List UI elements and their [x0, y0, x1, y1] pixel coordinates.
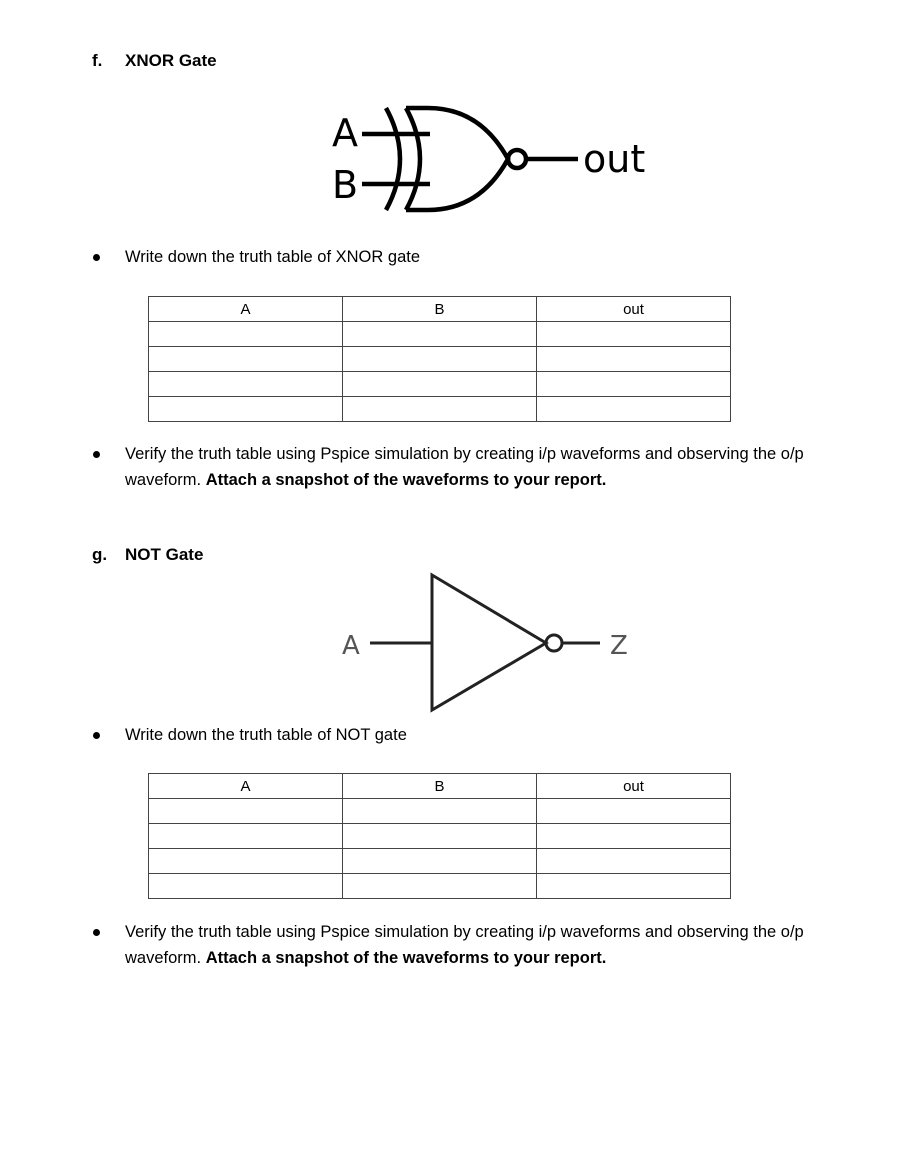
table-cell[interactable]	[343, 799, 537, 824]
table-row	[149, 824, 731, 849]
bullet-icon	[93, 732, 100, 739]
section-title-not: NOT Gate	[125, 545, 204, 564]
xnor-input-b-label: B	[332, 163, 359, 207]
verify-text: Verify the truth table using Pspice simulation by creating i/p waveforms and observing the o/p waveform.	[125, 923, 804, 967]
table-cell[interactable]	[149, 799, 343, 824]
table-cell[interactable]	[149, 824, 343, 849]
table-cell[interactable]	[343, 849, 537, 874]
table-cell[interactable]	[343, 372, 537, 397]
header-out: out	[537, 297, 731, 322]
table-cell[interactable]	[343, 322, 537, 347]
header-out: out	[537, 774, 731, 799]
table-cell[interactable]	[537, 397, 731, 422]
header-b: B	[343, 297, 537, 322]
xnor-output-label: out	[583, 137, 646, 181]
not-truth-table	[148, 773, 731, 899]
verify-bold-text: Attach a snapshot of the waveforms to your report.	[205, 949, 607, 967]
table-cell[interactable]	[149, 397, 343, 422]
table-row	[149, 347, 731, 372]
xnor-instruction-truth-table: Write down the truth table of XNOR gate	[125, 248, 421, 266]
xnor-input-a-label: A	[332, 111, 358, 155]
table-header-row	[149, 297, 731, 322]
not-gate-diagram	[330, 570, 650, 715]
section-letter-f: f.	[92, 51, 103, 70]
table-cell[interactable]	[537, 799, 731, 824]
header-a: A	[149, 774, 343, 799]
table-cell[interactable]	[537, 824, 731, 849]
table-row	[149, 874, 731, 899]
table-cell[interactable]	[537, 874, 731, 899]
not-instruction-truth-table: Write down the truth table of NOT gate	[125, 726, 407, 744]
xnor-truth-table	[148, 296, 731, 422]
table-header-row	[149, 774, 731, 799]
table-row	[149, 322, 731, 347]
table-cell[interactable]	[149, 322, 343, 347]
table-cell[interactable]	[537, 372, 731, 397]
not-gate-symbol	[370, 575, 600, 710]
verify-text: Verify the truth table using Pspice simulation by creating i/p waveforms and observing the o/p waveform.	[125, 445, 804, 489]
table-row	[149, 397, 731, 422]
table-cell[interactable]	[343, 397, 537, 422]
verify-bold-text: Attach a snapshot of the waveforms to your report.	[205, 471, 607, 489]
not-output-label: Z	[610, 631, 628, 661]
table-cell[interactable]	[343, 824, 537, 849]
table-cell[interactable]	[537, 322, 731, 347]
bullet-icon	[93, 929, 100, 936]
table-row	[149, 372, 731, 397]
xnor-gate-symbol	[362, 108, 578, 210]
table-row	[149, 799, 731, 824]
section-letter-g: g.	[92, 545, 108, 564]
bullet-icon	[93, 451, 100, 458]
table-cell[interactable]	[149, 347, 343, 372]
table-cell[interactable]	[149, 372, 343, 397]
table-cell[interactable]	[537, 347, 731, 372]
table-cell[interactable]	[149, 849, 343, 874]
table-cell[interactable]	[537, 849, 731, 874]
header-a: A	[149, 297, 343, 322]
table-cell[interactable]	[343, 347, 537, 372]
section-title-xnor: XNOR Gate	[125, 51, 217, 70]
table-cell[interactable]	[343, 874, 537, 899]
xnor-instruction-verify	[125, 441, 845, 493]
header-b: B	[343, 774, 537, 799]
not-input-label: A	[342, 631, 360, 661]
not-instruction-verify	[125, 919, 845, 971]
bullet-icon	[93, 254, 100, 261]
table-cell[interactable]	[149, 874, 343, 899]
table-row	[149, 849, 731, 874]
xnor-gate-diagram	[320, 100, 650, 220]
